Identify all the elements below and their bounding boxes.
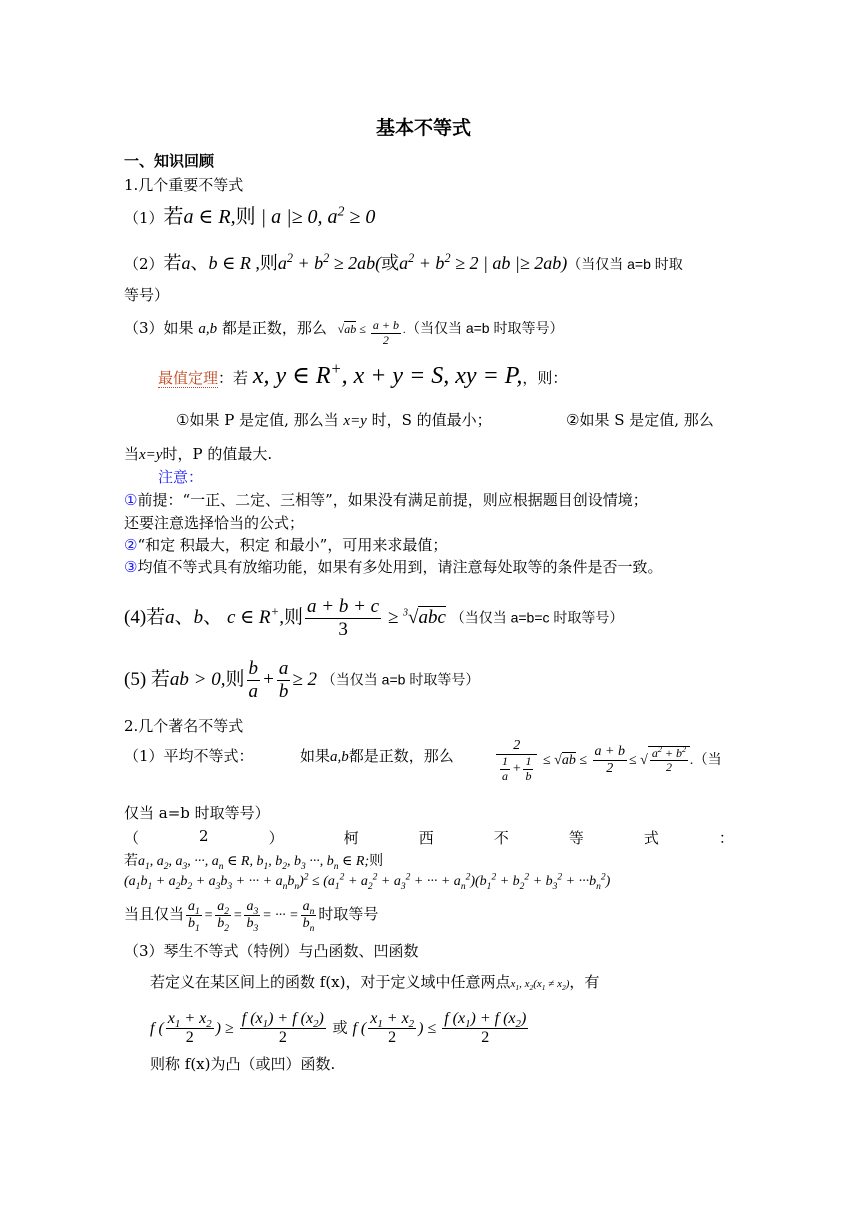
subsection-heading-2: 2.几个著名不等式 <box>124 717 244 735</box>
inequality-5: (5) 若ab > 0,则 $\frac{b}{a}$ + $\frac{a}{b}$ ≥ 2 （当仅当 a=b 时取等号） <box>124 658 480 702</box>
case-1-result: 时，S 的值最小； <box>371 411 492 429</box>
cauchy-char: ： <box>718 829 734 847</box>
jensen-text-cont: ，有 <box>569 973 600 991</box>
cauchy-heading <box>124 827 734 848</box>
notice-2: ②“和定 积最大，积定 和最小”，可用来求最值； <box>124 536 448 554</box>
cauchy-eq-pre: 当且仅当 <box>124 904 185 923</box>
mean-text-mid: 都是正数，那么 <box>348 747 454 765</box>
equality-note: （当仅当 a=b 时取 <box>567 256 683 272</box>
cauchy-char: （ <box>124 829 140 847</box>
notice-2-text: “和定 积最大，积定 和最小”，可用来求最值； <box>137 536 448 554</box>
mean-variables: a,b <box>330 749 349 765</box>
mean-text: 如果 <box>300 747 331 765</box>
notice-1: ①前提：“一正、二定、三相等”，如果没有满足前提，则应根据题目创设情境； <box>124 491 648 509</box>
equality-note-cont: 等号） <box>124 286 170 304</box>
theorem-case-2-cont: 当x=y时，P 的值最大. <box>124 445 273 463</box>
theorem-post: ，则： <box>522 369 568 387</box>
notice-heading: 注意： <box>158 468 204 486</box>
inequality-1: （1）若a ∈ R,则 | a |≥ 0, $a^2 \ge 0$ <box>124 203 376 228</box>
notice-3: ③均值不等式具有放缩功能，如果有多处用到，请注意每处取等的条件是否一致。 <box>124 558 663 576</box>
cauchy-char: 西 <box>418 829 434 847</box>
variables: a,b <box>198 321 218 338</box>
inequality-4: (4)若a、b、 c ∈ R+,则 $\frac{a + b + c}{3}$ ≥ $^3$√abc （当仅当 a=b=c 时取等号） <box>124 596 624 640</box>
jensen-heading: （3）琴生不等式（特例）与凸函数、凹函数 <box>124 942 419 960</box>
page-title: 基本不等式 <box>376 117 472 139</box>
subsection-heading: 1.几个重要不等式 <box>124 176 244 194</box>
notice-3-text: 均值不等式具有放缩功能，如果有多处用到，请注意每处取等的条件是否一致。 <box>137 558 663 576</box>
mean-inequality-formula: 2 $\frac{1}{a}$ + $\frac{1}{b}$ ≤ √ab ≤ $\frac{a + b}{2}$ ≤ √ $\frac{a^2 + b^2}{2}$ .（当 <box>494 738 722 784</box>
case-1-text: 如果 P 是定值, 那么当 <box>189 411 339 429</box>
cauchy-char: 柯 <box>343 829 359 847</box>
cauchy-char: 等 <box>568 829 584 847</box>
extremum-theorem: 最值定理：若 x, y ∈ R+, x + y = S, xy = P,，则： <box>158 359 568 389</box>
theorem-case-1: ①如果 P 是定值, 那么当 x=y 时，S 的值最小； <box>176 411 492 429</box>
case-2-pre: 当 <box>124 445 140 463</box>
equality-note: （当仅当 a=b=c 时取等号） <box>450 609 624 626</box>
section-heading: 一、知识回顾 <box>124 152 215 170</box>
case-2-result: 时，P 的值最大. <box>162 445 273 463</box>
cauchy-eq-post: 时取等号 <box>318 904 379 923</box>
equality-note: （当仅当 a=b 时取等号） <box>321 671 480 688</box>
inequality-3: （3）如果 a,b 都是正数，那么 √ab ≤ $\frac{a + b}{2}$ .（当仅当 a=b 时取等号） <box>124 318 564 347</box>
notice-1-cont: 还要注意选择恰当的公式； <box>124 514 305 532</box>
theorem-pre: ：若 <box>218 369 249 387</box>
mean-inequality-text <box>300 746 454 767</box>
cauchy-char: ） <box>268 829 284 847</box>
case-2-text: 如果 S 是定值, 那么 <box>579 411 714 429</box>
cauchy-formula: ($a_1b_1 + a_2b_2 + a_3b_3$ + ··· + $a_nb_n)^2 \le (a_1^2 + a_2^2 + a_3^2$ + ··· + $a_n^2)(b_1^2 + b_2^2 + b_3^2 + \cdot\cdot\cdot b_n^2)$ <box>124 872 611 892</box>
theorem-case-2: ②如果 S 是定值, 那么 <box>566 411 714 429</box>
mean-equality-note-cont: 仅当 a=b 时取等号） <box>124 804 270 822</box>
cauchy-char: 2 <box>199 827 209 845</box>
equality-note: （当仅当 a=b 时取等号） <box>405 320 564 337</box>
inequality-2: （2）若a、b ∈ R ,则$a^2 + b^2 \ge 2ab$(或$a^2 + b^2 \ge 2$ | ab |≥ 2ab)（当仅当 a=b 时取 <box>124 251 683 273</box>
cauchy-equality: 当且仅当 $\frac{a_1}{b_1}$ = $\frac{a_2}{b_2}$ = $\frac{a_3}{b_3}$ = ··· = $\frac{a_n}{b_n}$ 时取等号 <box>124 899 379 934</box>
jensen-or: 或 <box>332 1018 348 1037</box>
item-label: （1） <box>124 209 164 227</box>
cauchy-char: 不 <box>493 829 509 847</box>
jensen-text: 若定义在某区间上的函数 f(x)，对于定义域中任意两点 <box>150 973 511 991</box>
item-text-mid: 都是正数，那么 <box>221 319 327 338</box>
theorem-label: 最值定理 <box>158 369 219 387</box>
mean-equality-note: （当 <box>693 751 722 768</box>
jensen-conclusion: 则称 f(x)为凸（或凹）函数. <box>150 1055 336 1073</box>
jensen-formula: f ( $\frac{x_1 + x_2}{2}$ ) ≥ $\frac{f (x_1) + f (x_2)}{2}$ 或 f ( $\frac{x_1 + x_2}{2}$ ) ≤ $\frac{f (x_1) + f (x_2)}{2}$ <box>150 1010 527 1047</box>
item-text: （3）如果 <box>124 319 194 338</box>
item-label: （2） <box>124 255 164 273</box>
case-1-condition: x=y <box>343 413 367 429</box>
notice-1-text: 前提：“一正、二定、三相等”，如果没有满足前提，则应根据题目创设情境； <box>137 491 648 509</box>
mean-inequality-label: （1）平均不等式： <box>124 747 254 765</box>
cauchy-char: 式 <box>643 829 659 847</box>
cauchy-condition: 若$a_1$, $a_2$, $a_3$, ···, $a_n$ ∈ R, $b_1$, $b_2$, $b_3$ ···, $b_n$ ∈ R;则 <box>124 854 384 872</box>
jensen-definition: 若定义在某区间上的函数 f(x)，对于定义域中任意两点$x_1$, $x_2(x_1 \ne x_2)$，有 <box>150 973 600 993</box>
